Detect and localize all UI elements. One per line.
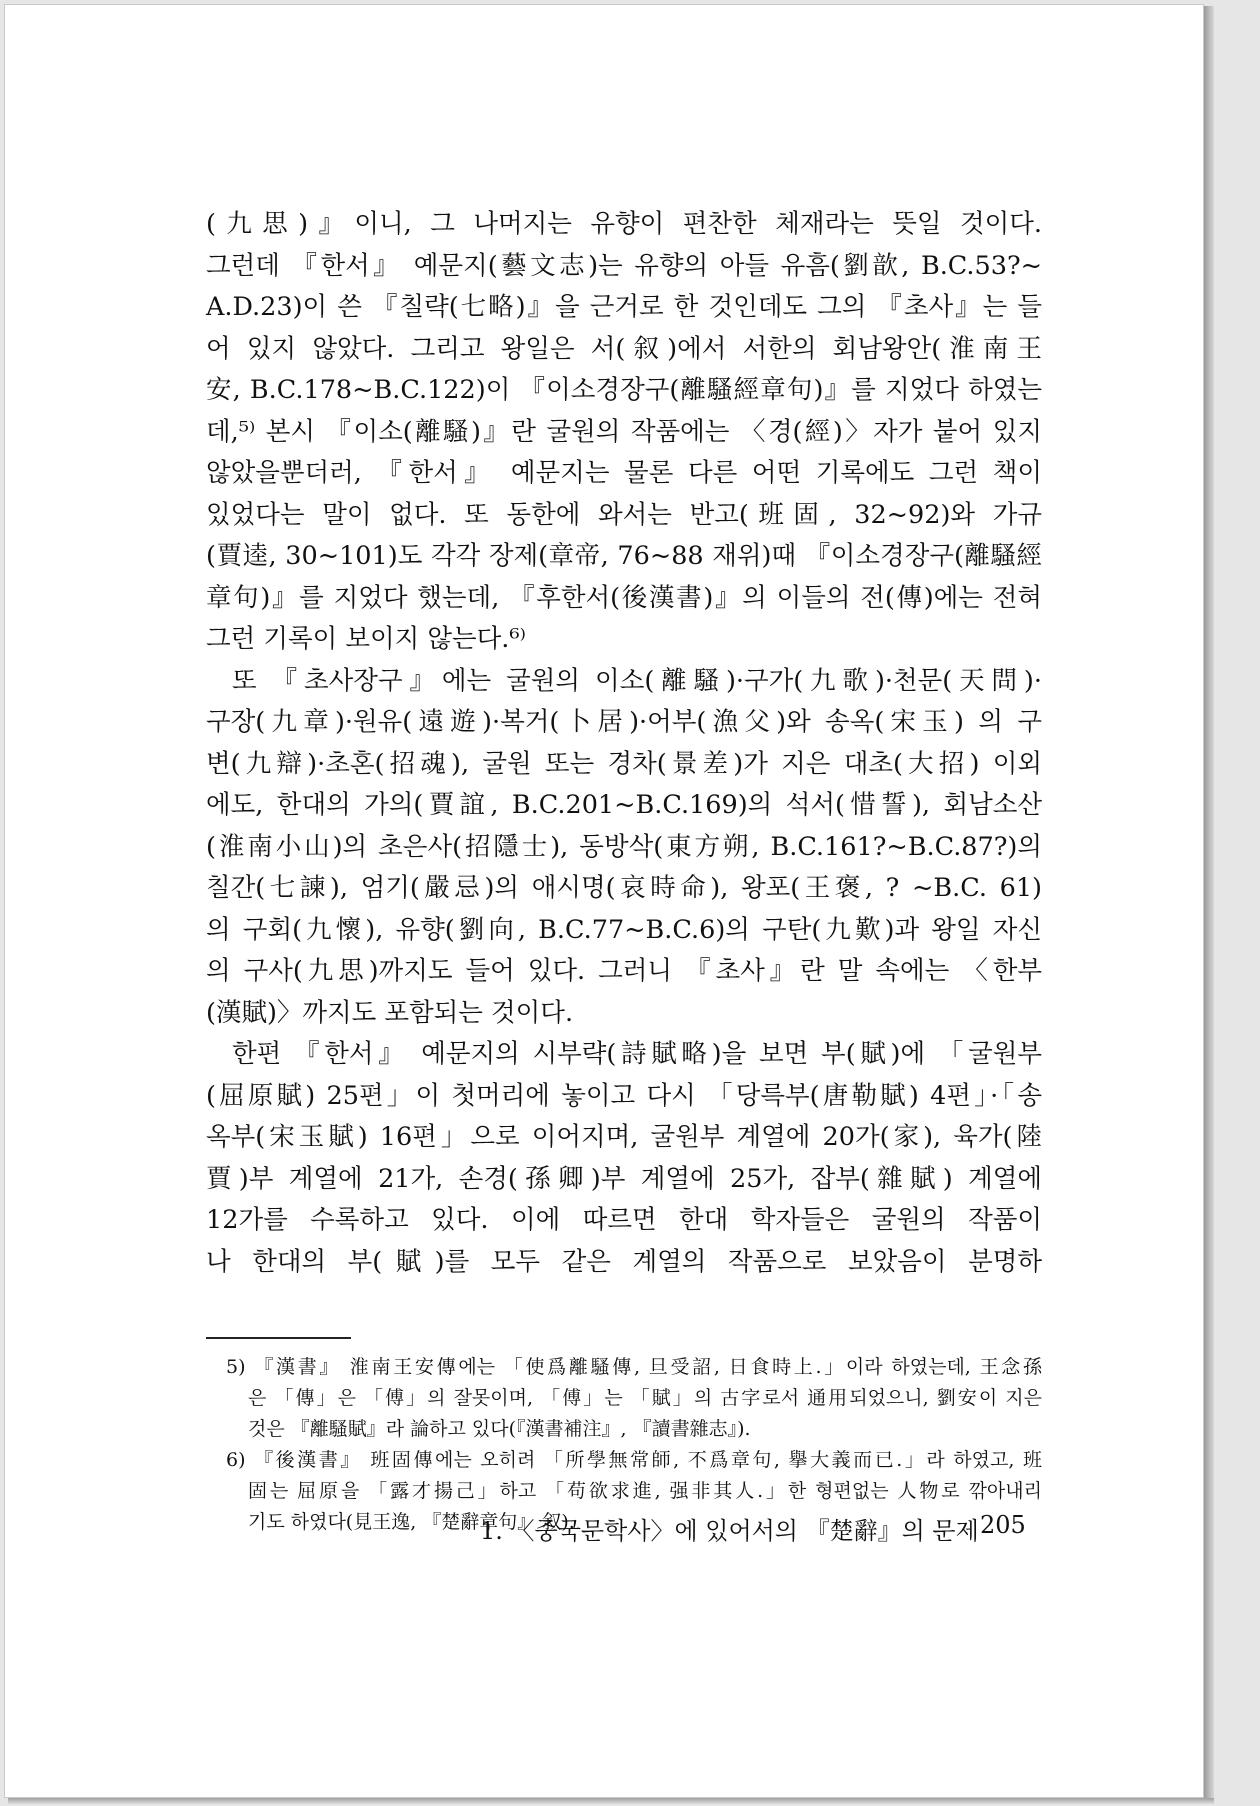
footnote-line: 固는 屈原을 「露才揚己」하고 「苟欲求進, 强非其人.」한 형편없는 人物로 깎아내리 [248,1480,1042,1502]
footnote-line: 6) 『後漢書』 班固傳에는 오히려 「所學無常師, 不爲章句, 擧大義而已.」라 하였고, 班 [226,1449,1042,1471]
body-line: 옥부(宋玉賦) 16편」으로 이어지며, 굴원부 계열에 20가(家), 육가(陸 [206,1122,1042,1152]
body-line: (淮南小山)의 초은사(招隱士), 동방삭(東方朔, B.C.161?~B.C.87?)의 [206,831,1042,862]
footnote-rule [206,1337,351,1339]
body-line: 賈)부 계열에 21가, 손경(孫卿)부 계열에 25가, 잡부(雜賦) 계열에 [206,1163,1042,1194]
body-line: 않았을뿐더러, 『한서』 예문지는 물론 다른 어떤 기록에도 그런 책이 [206,458,1042,488]
body-line: 에도, 한대의 가의(賈誼, B.C.201~B.C.169)의 석서(惜誓), 회남소산 [206,790,1042,820]
body-line: 의 구회(九懷), 유향(劉向, B.C.77~B.C.6)의 구탄(九歎)과 왕일 자신 [206,914,1042,945]
body-line: 그런 기록이 보이지 않는다.⁶⁾ [206,624,526,654]
footnote-line: 은 「傳」은 「傅」의 잘못이며, 「傅」는 「賦」의 古字로서 通用되었으니, 劉安이 지은 [248,1387,1042,1409]
body-line: 安, B.C.178~B.C.122)이 『이소경장구(離騷經章句)』를 지었다 하였는 [206,375,1042,405]
body-line: 데,⁵⁾ 본시 『이소(離騷)』란 굴원의 작품에는 〈경(經)〉자가 붙어 있지 [206,416,1042,447]
body-line: (漢賦)〉까지도 포함되는 것이다. [206,997,574,1028]
body-line: 한편 『한서』 예문지의 시부략(詩賦略)을 보면 부(賦)에 「굴원부 [232,1039,1042,1069]
body-line: 있었다는 말이 없다. 또 동한에 와서는 반고(班固, 32~92)와 가규 [206,499,1042,530]
body-line: 章句)』를 지었다 했는데, 『후한서(後漢書)』의 이들의 전(傳)에는 전혀 [206,582,1042,613]
body-line: 의 구사(九思)까지도 들어 있다. 그러니 『초사』란 말 속에는 〈한부 [206,956,1042,986]
body-line: 구장(九章)·원유(遠遊)·복거(卜居)·어부(漁父)와 송옥(宋玉) 의 구 [206,707,1042,737]
body-line: (九思)』이니, 그 나머지는 유향이 편찬한 체재라는 뜻일 것이다. [206,209,1042,239]
page-shadow-right [1204,6,1214,1802]
body-line: 그런데 『한서』 예문지(藝文志)는 유향의 아들 유흠(劉歆, B.C.53?~ [206,250,1042,281]
page-shadow-bottom [8,1798,1214,1804]
body-text [206,204,1042,1283]
body-line: 어 있지 않았다. 그리고 왕일은 서(叙)에서 서한의 회남왕안(淮南王 [206,333,1042,364]
footnote-line: 기도 하였다(見王逸, 『楚辭章句』 叙). [248,1511,575,1533]
body-line: 나 한대의 부(賦)를 모두 같은 계열의 작품으로 보았음이 분명하 [206,1246,1042,1277]
footnote-line: 것은 『離騷賦』라 論하고 있다(『漢書補注』, 『讀書雜志』). [248,1418,751,1440]
body-line: 변(九辯)·초혼(招魂), 굴원 또는 경차(景差)가 지은 대초(大招) 이외 [206,748,1042,779]
page-number: 205 [980,1511,1026,1539]
body-line: 또 『초사장구』에는 굴원의 이소(離騷)·구가(九歌)·천문(天問)· [232,665,1042,696]
footnote-line: 5) 『漢書』 淮南王安傳에는 「使爲離騷傳, 旦受詔, 日食時上.」이라 하였는데, 王念孫 [226,1356,1042,1378]
body-line: A.D.23)이 쓴 『칠략(七略)』을 근거로 한 것인데도 그의 『초사』는 들 [206,292,1042,322]
running-footer: 1. 〈중국문학사〉에 있어서의 『楚辭』의 문제 [480,1517,979,1545]
body-line: 12가를 수록하고 있다. 이에 따르면 한대 학자들은 굴원의 작품이 [206,1205,1042,1235]
body-line: (屈原賦) 25편」이 첫머리에 놓이고 다시 「당륵부(唐勒賦) 4편」·「송 [206,1080,1042,1111]
body-line: 칠간(七諫), 엄기(嚴忌)의 애시명(哀時命), 왕포(王褒, ? ~B.C. 61) [206,873,1042,903]
body-line: (賈逵, 30~101)도 각각 장제(章帝, 76~88 재위)때 『이소경장구(離騷經 [206,541,1042,571]
